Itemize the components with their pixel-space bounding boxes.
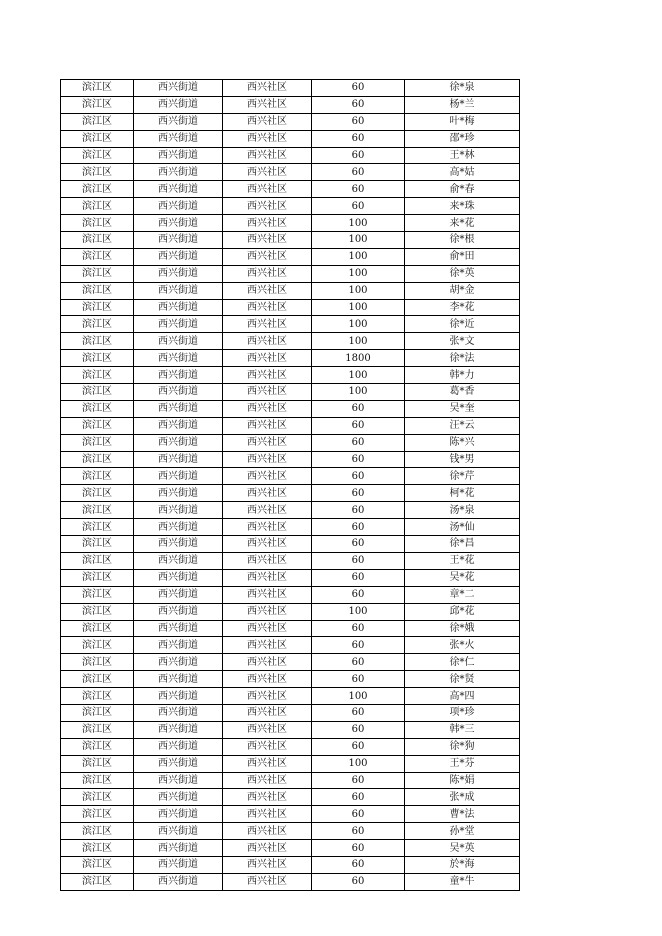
street-cell: 西兴街道 — [134, 620, 223, 637]
name-cell: 张*火 — [405, 637, 520, 654]
community-cell: 西兴社区 — [223, 873, 312, 890]
community-cell: 西兴社区 — [223, 569, 312, 586]
community-cell: 西兴社区 — [223, 856, 312, 873]
community-cell: 西兴社区 — [223, 603, 312, 620]
table-row — [61, 552, 520, 569]
amount-cell: 100 — [312, 282, 405, 299]
amount-cell: 100 — [312, 215, 405, 232]
name-cell: 徐*英 — [405, 265, 520, 282]
district-cell: 滨江区 — [61, 198, 134, 215]
community-cell: 西兴社区 — [223, 485, 312, 502]
table-row — [61, 384, 520, 401]
community-cell: 西兴社区 — [223, 688, 312, 705]
street-cell: 西兴街道 — [134, 603, 223, 620]
amount-cell: 60 — [312, 502, 405, 519]
name-cell: 徐*娥 — [405, 620, 520, 637]
district-cell: 滨江区 — [61, 96, 134, 113]
street-cell: 西兴街道 — [134, 248, 223, 265]
street-cell: 西兴街道 — [134, 367, 223, 384]
table-row — [61, 299, 520, 316]
community-cell: 西兴社区 — [223, 704, 312, 721]
name-cell: 王*林 — [405, 147, 520, 164]
table-row — [61, 873, 520, 890]
district-cell: 滨江区 — [61, 215, 134, 232]
name-cell: 俞*春 — [405, 181, 520, 198]
street-cell: 西兴街道 — [134, 519, 223, 536]
street-cell: 西兴街道 — [134, 113, 223, 130]
name-cell: 钱*男 — [405, 451, 520, 468]
district-cell: 滨江区 — [61, 755, 134, 772]
community-cell: 西兴社区 — [223, 502, 312, 519]
name-cell: 徐*泉 — [405, 80, 520, 97]
community-cell: 西兴社区 — [223, 299, 312, 316]
district-cell: 滨江区 — [61, 654, 134, 671]
table-row — [61, 519, 520, 536]
table-body — [61, 80, 520, 891]
community-cell: 西兴社区 — [223, 400, 312, 417]
district-cell: 滨江区 — [61, 569, 134, 586]
community-cell: 西兴社区 — [223, 181, 312, 198]
table-row — [61, 671, 520, 688]
amount-cell: 60 — [312, 96, 405, 113]
street-cell: 西兴街道 — [134, 164, 223, 181]
table-row — [61, 738, 520, 755]
street-cell: 西兴街道 — [134, 400, 223, 417]
community-cell: 西兴社区 — [223, 113, 312, 130]
table-row — [61, 400, 520, 417]
community-cell: 西兴社区 — [223, 434, 312, 451]
amount-cell: 60 — [312, 856, 405, 873]
community-cell: 西兴社区 — [223, 384, 312, 401]
amount-cell: 100 — [312, 248, 405, 265]
amount-cell: 60 — [312, 164, 405, 181]
name-cell: 陈*娟 — [405, 772, 520, 789]
street-cell: 西兴街道 — [134, 671, 223, 688]
table-row — [61, 772, 520, 789]
community-cell: 西兴社区 — [223, 755, 312, 772]
amount-cell: 60 — [312, 147, 405, 164]
table-row — [61, 248, 520, 265]
table-row — [61, 468, 520, 485]
community-cell: 西兴社区 — [223, 519, 312, 536]
name-cell: 吴*奎 — [405, 400, 520, 417]
table-row — [61, 181, 520, 198]
street-cell: 西兴街道 — [134, 468, 223, 485]
amount-cell: 60 — [312, 536, 405, 553]
name-cell: 徐*近 — [405, 316, 520, 333]
street-cell: 西兴街道 — [134, 823, 223, 840]
amount-cell: 100 — [312, 367, 405, 384]
data-table — [60, 79, 520, 891]
amount-cell: 60 — [312, 637, 405, 654]
name-cell: 孙*堂 — [405, 823, 520, 840]
street-cell: 西兴街道 — [134, 721, 223, 738]
name-cell: 叶*梅 — [405, 113, 520, 130]
table-row — [61, 502, 520, 519]
name-cell: 胡*金 — [405, 282, 520, 299]
name-cell: 徐*根 — [405, 232, 520, 249]
district-cell: 滨江区 — [61, 384, 134, 401]
district-cell: 滨江区 — [61, 552, 134, 569]
table-row — [61, 265, 520, 282]
name-cell: 於*海 — [405, 856, 520, 873]
street-cell: 西兴街道 — [134, 333, 223, 350]
district-cell: 滨江区 — [61, 840, 134, 857]
street-cell: 西兴街道 — [134, 384, 223, 401]
district-cell: 滨江区 — [61, 164, 134, 181]
name-cell: 章*二 — [405, 586, 520, 603]
district-cell: 滨江区 — [61, 738, 134, 755]
street-cell: 西兴街道 — [134, 586, 223, 603]
community-cell: 西兴社区 — [223, 198, 312, 215]
district-cell: 滨江区 — [61, 434, 134, 451]
amount-cell: 60 — [312, 721, 405, 738]
name-cell: 徐*法 — [405, 350, 520, 367]
street-cell: 西兴街道 — [134, 485, 223, 502]
name-cell: 王*芬 — [405, 755, 520, 772]
amount-cell: 60 — [312, 451, 405, 468]
table-row — [61, 367, 520, 384]
amount-cell: 60 — [312, 806, 405, 823]
district-cell: 滨江区 — [61, 400, 134, 417]
district-cell: 滨江区 — [61, 721, 134, 738]
amount-cell: 100 — [312, 603, 405, 620]
district-cell: 滨江区 — [61, 350, 134, 367]
table-row — [61, 688, 520, 705]
name-cell: 徐*昌 — [405, 536, 520, 553]
street-cell: 西兴街道 — [134, 265, 223, 282]
table-row — [61, 417, 520, 434]
community-cell: 西兴社区 — [223, 417, 312, 434]
community-cell: 西兴社区 — [223, 96, 312, 113]
name-cell: 童*牛 — [405, 873, 520, 890]
street-cell: 西兴街道 — [134, 502, 223, 519]
street-cell: 西兴街道 — [134, 755, 223, 772]
district-cell: 滨江区 — [61, 637, 134, 654]
district-cell: 滨江区 — [61, 147, 134, 164]
street-cell: 西兴街道 — [134, 637, 223, 654]
street-cell: 西兴街道 — [134, 417, 223, 434]
street-cell: 西兴街道 — [134, 451, 223, 468]
community-cell: 西兴社区 — [223, 316, 312, 333]
street-cell: 西兴街道 — [134, 215, 223, 232]
name-cell: 吴*花 — [405, 569, 520, 586]
street-cell: 西兴街道 — [134, 654, 223, 671]
street-cell: 西兴街道 — [134, 316, 223, 333]
name-cell: 李*花 — [405, 299, 520, 316]
table-row — [61, 130, 520, 147]
table-row — [61, 113, 520, 130]
table-row — [61, 806, 520, 823]
district-cell: 滨江区 — [61, 130, 134, 147]
district-cell: 滨江区 — [61, 873, 134, 890]
district-cell: 滨江区 — [61, 367, 134, 384]
amount-cell: 60 — [312, 552, 405, 569]
community-cell: 西兴社区 — [223, 536, 312, 553]
amount-cell: 60 — [312, 400, 405, 417]
table-row — [61, 316, 520, 333]
district-cell: 滨江区 — [61, 485, 134, 502]
name-cell: 曹*法 — [405, 806, 520, 823]
name-cell: 吴*英 — [405, 840, 520, 857]
district-cell: 滨江区 — [61, 316, 134, 333]
table-row — [61, 586, 520, 603]
amount-cell: 60 — [312, 417, 405, 434]
street-cell: 西兴街道 — [134, 232, 223, 249]
street-cell: 西兴街道 — [134, 282, 223, 299]
street-cell: 西兴街道 — [134, 704, 223, 721]
community-cell: 西兴社区 — [223, 738, 312, 755]
community-cell: 西兴社区 — [223, 840, 312, 857]
name-cell: 高*姑 — [405, 164, 520, 181]
street-cell: 西兴街道 — [134, 856, 223, 873]
table-row — [61, 350, 520, 367]
community-cell: 西兴社区 — [223, 654, 312, 671]
community-cell: 西兴社区 — [223, 130, 312, 147]
table-row — [61, 536, 520, 553]
community-cell: 西兴社区 — [223, 637, 312, 654]
table-row — [61, 434, 520, 451]
table-row — [61, 755, 520, 772]
district-cell: 滨江区 — [61, 468, 134, 485]
amount-cell: 60 — [312, 198, 405, 215]
district-cell: 滨江区 — [61, 536, 134, 553]
district-cell: 滨江区 — [61, 586, 134, 603]
amount-cell: 60 — [312, 434, 405, 451]
community-cell: 西兴社区 — [223, 265, 312, 282]
community-cell: 西兴社区 — [223, 806, 312, 823]
amount-cell: 100 — [312, 333, 405, 350]
table-row — [61, 620, 520, 637]
district-cell: 滨江区 — [61, 519, 134, 536]
name-cell: 邱*花 — [405, 603, 520, 620]
name-cell: 俞*田 — [405, 248, 520, 265]
street-cell: 西兴街道 — [134, 840, 223, 857]
district-cell: 滨江区 — [61, 299, 134, 316]
street-cell: 西兴街道 — [134, 536, 223, 553]
name-cell: 徐*贤 — [405, 671, 520, 688]
table-row — [61, 164, 520, 181]
name-cell: 葛*香 — [405, 384, 520, 401]
amount-cell: 60 — [312, 738, 405, 755]
amount-cell: 60 — [312, 80, 405, 97]
street-cell: 西兴街道 — [134, 350, 223, 367]
table-row — [61, 823, 520, 840]
name-cell: 来*珠 — [405, 198, 520, 215]
name-cell: 张*成 — [405, 789, 520, 806]
amount-cell: 60 — [312, 130, 405, 147]
community-cell: 西兴社区 — [223, 772, 312, 789]
amount-cell: 60 — [312, 620, 405, 637]
amount-cell: 60 — [312, 654, 405, 671]
district-cell: 滨江区 — [61, 772, 134, 789]
name-cell: 杨*兰 — [405, 96, 520, 113]
street-cell: 西兴街道 — [134, 96, 223, 113]
community-cell: 西兴社区 — [223, 248, 312, 265]
community-cell: 西兴社区 — [223, 789, 312, 806]
name-cell: 陈*兴 — [405, 434, 520, 451]
table-row — [61, 451, 520, 468]
name-cell: 徐*芹 — [405, 468, 520, 485]
amount-cell: 60 — [312, 840, 405, 857]
street-cell: 西兴街道 — [134, 806, 223, 823]
district-cell: 滨江区 — [61, 856, 134, 873]
amount-cell: 60 — [312, 772, 405, 789]
amount-cell: 100 — [312, 265, 405, 282]
table-row — [61, 637, 520, 654]
table-row — [61, 232, 520, 249]
amount-cell: 60 — [312, 485, 405, 502]
amount-cell: 100 — [312, 755, 405, 772]
table-row — [61, 654, 520, 671]
district-cell: 滨江区 — [61, 671, 134, 688]
table-row — [61, 603, 520, 620]
district-cell: 滨江区 — [61, 232, 134, 249]
amount-cell: 100 — [312, 384, 405, 401]
district-cell: 滨江区 — [61, 603, 134, 620]
community-cell: 西兴社区 — [223, 468, 312, 485]
community-cell: 西兴社区 — [223, 164, 312, 181]
district-cell: 滨江区 — [61, 248, 134, 265]
amount-cell: 60 — [312, 873, 405, 890]
name-cell: 王*花 — [405, 552, 520, 569]
name-cell: 汪*云 — [405, 417, 520, 434]
amount-cell: 100 — [312, 316, 405, 333]
district-cell: 滨江区 — [61, 181, 134, 198]
district-cell: 滨江区 — [61, 113, 134, 130]
street-cell: 西兴街道 — [134, 552, 223, 569]
community-cell: 西兴社区 — [223, 451, 312, 468]
community-cell: 西兴社区 — [223, 620, 312, 637]
table-row — [61, 485, 520, 502]
street-cell: 西兴街道 — [134, 130, 223, 147]
table-row — [61, 569, 520, 586]
table-row — [61, 333, 520, 350]
community-cell: 西兴社区 — [223, 232, 312, 249]
community-cell: 西兴社区 — [223, 147, 312, 164]
street-cell: 西兴街道 — [134, 688, 223, 705]
street-cell: 西兴街道 — [134, 80, 223, 97]
table-row — [61, 704, 520, 721]
amount-cell: 100 — [312, 232, 405, 249]
amount-cell: 60 — [312, 468, 405, 485]
street-cell: 西兴街道 — [134, 181, 223, 198]
community-cell: 西兴社区 — [223, 367, 312, 384]
table-row — [61, 789, 520, 806]
table-row — [61, 96, 520, 113]
community-cell: 西兴社区 — [223, 671, 312, 688]
community-cell: 西兴社区 — [223, 350, 312, 367]
district-cell: 滨江区 — [61, 451, 134, 468]
table-row — [61, 147, 520, 164]
district-cell: 滨江区 — [61, 502, 134, 519]
street-cell: 西兴街道 — [134, 569, 223, 586]
name-cell: 项*珍 — [405, 704, 520, 721]
community-cell: 西兴社区 — [223, 586, 312, 603]
name-cell: 韩*力 — [405, 367, 520, 384]
district-cell: 滨江区 — [61, 823, 134, 840]
table-row — [61, 198, 520, 215]
community-cell: 西兴社区 — [223, 215, 312, 232]
street-cell: 西兴街道 — [134, 147, 223, 164]
name-cell: 徐*狗 — [405, 738, 520, 755]
name-cell: 邵*珍 — [405, 130, 520, 147]
community-cell: 西兴社区 — [223, 80, 312, 97]
district-cell: 滨江区 — [61, 620, 134, 637]
street-cell: 西兴街道 — [134, 198, 223, 215]
street-cell: 西兴街道 — [134, 434, 223, 451]
amount-cell: 60 — [312, 671, 405, 688]
district-cell: 滨江区 — [61, 80, 134, 97]
amount-cell: 100 — [312, 299, 405, 316]
street-cell: 西兴街道 — [134, 772, 223, 789]
name-cell: 来*花 — [405, 215, 520, 232]
name-cell: 高*四 — [405, 688, 520, 705]
community-cell: 西兴社区 — [223, 721, 312, 738]
community-cell: 西兴社区 — [223, 333, 312, 350]
name-cell: 柯*花 — [405, 485, 520, 502]
amount-cell: 60 — [312, 181, 405, 198]
street-cell: 西兴街道 — [134, 789, 223, 806]
district-cell: 滨江区 — [61, 704, 134, 721]
community-cell: 西兴社区 — [223, 552, 312, 569]
district-cell: 滨江区 — [61, 265, 134, 282]
amount-cell: 60 — [312, 823, 405, 840]
table-row — [61, 80, 520, 97]
amount-cell: 60 — [312, 519, 405, 536]
district-cell: 滨江区 — [61, 688, 134, 705]
district-cell: 滨江区 — [61, 789, 134, 806]
table-row — [61, 856, 520, 873]
amount-cell: 60 — [312, 704, 405, 721]
amount-cell: 60 — [312, 113, 405, 130]
table-row — [61, 282, 520, 299]
name-cell: 张*文 — [405, 333, 520, 350]
street-cell: 西兴街道 — [134, 873, 223, 890]
district-cell: 滨江区 — [61, 806, 134, 823]
community-cell: 西兴社区 — [223, 282, 312, 299]
name-cell: 汤*仙 — [405, 519, 520, 536]
district-cell: 滨江区 — [61, 417, 134, 434]
amount-cell: 60 — [312, 569, 405, 586]
table-row — [61, 721, 520, 738]
community-cell: 西兴社区 — [223, 823, 312, 840]
amount-cell: 100 — [312, 688, 405, 705]
table-row — [61, 215, 520, 232]
street-cell: 西兴街道 — [134, 738, 223, 755]
amount-cell: 1800 — [312, 350, 405, 367]
name-cell: 韩*三 — [405, 721, 520, 738]
amount-cell: 60 — [312, 789, 405, 806]
table-row — [61, 840, 520, 857]
district-cell: 滨江区 — [61, 282, 134, 299]
district-cell: 滨江区 — [61, 333, 134, 350]
amount-cell: 60 — [312, 586, 405, 603]
street-cell: 西兴街道 — [134, 299, 223, 316]
name-cell: 汤*泉 — [405, 502, 520, 519]
name-cell: 徐*仁 — [405, 654, 520, 671]
